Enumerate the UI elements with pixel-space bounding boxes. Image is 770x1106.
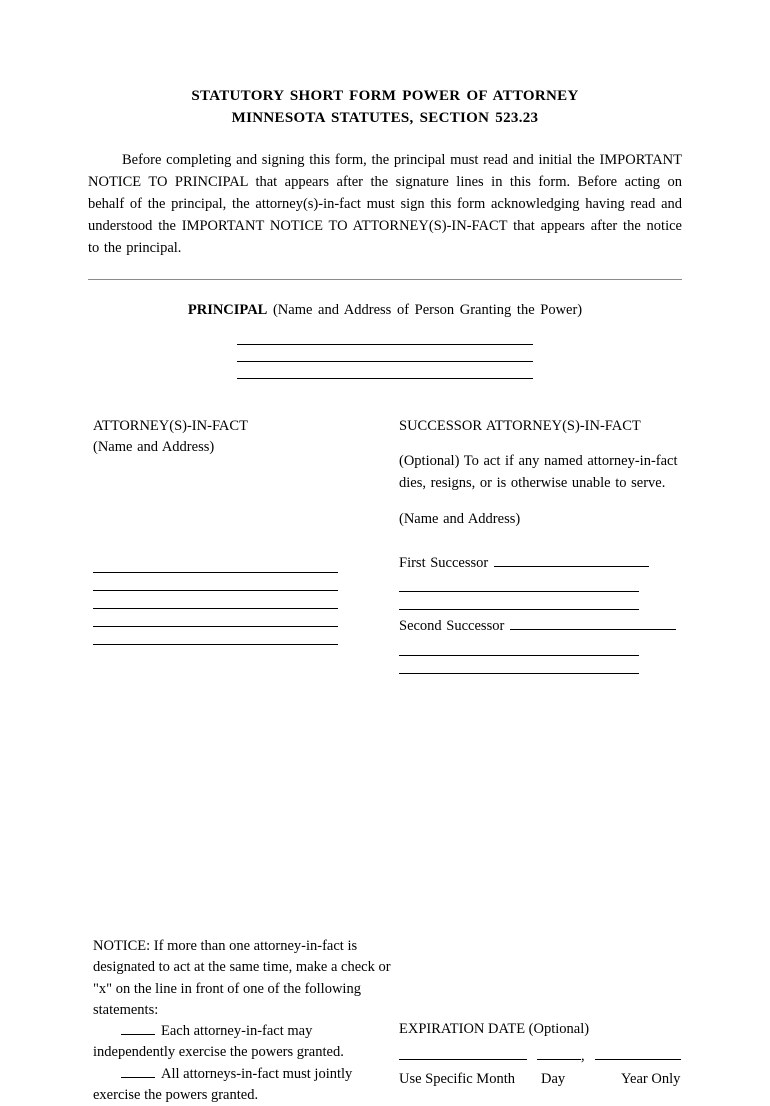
principal-heading-label: PRINCIPAL — [187, 301, 268, 318]
successor-gap-2 — [399, 495, 684, 509]
successor-heading: SUCCESSOR ATTORNEY(S)-IN-FACT — [399, 417, 641, 434]
document-body — [88, 86, 682, 1104]
successor-name-address-label: (Name and Address) — [399, 510, 521, 527]
expiration-input-lines — [399, 1046, 699, 1068]
principal-line-1[interactable] — [237, 328, 533, 345]
attorney-in-fact-line-3[interactable] — [93, 591, 338, 609]
principal-line-2[interactable] — [237, 345, 533, 362]
principal-heading — [88, 302, 682, 319]
successor-gap-3 — [399, 531, 684, 553]
attorney-in-fact-subheading: (Name and Address) — [93, 439, 215, 456]
attorney-in-fact-column — [93, 416, 383, 646]
expiration-year-input[interactable] — [595, 1046, 681, 1060]
second-successor-line-3[interactable] — [399, 656, 639, 674]
option-jointly-checkline[interactable] — [121, 1065, 155, 1078]
successor-optional-text: (Optional) To act if any named attorney-in-fact dies, resigns, or is otherwise unable to serve. — [399, 453, 678, 492]
second-successor-input-line[interactable] — [510, 616, 676, 630]
expiration-year-caption: Year Only — [621, 1071, 681, 1088]
attorney-in-fact-line-1[interactable] — [93, 555, 338, 573]
option-jointly[interactable] — [93, 1064, 393, 1106]
second-successor-line-2[interactable] — [399, 638, 639, 656]
intro-paragraph: Before completing and signing this form, the principal must read and initial the IMPORTANT NOTICE TO PRINCIPAL that appears after the signature lines in this form. Before acting on behalf of the principal, the attorney(s)-in-fact must sign this form acknowledging having read and understood the IMPORTANT NOTICE TO ATTORNEY(S)-IN-FACT that appears after the notice to the principal. — [88, 151, 682, 256]
expiration-day-caption: Day — [541, 1071, 566, 1088]
expiration-date-block — [399, 1019, 699, 1091]
multiple-attorneys-notice: NOTICE: If more than one attorney-in-fact is designated to act at the same time, make a check or "x" on the line in front of one of the following statements: — [93, 937, 391, 1019]
first-successor-input-line[interactable] — [494, 553, 649, 567]
attorney-in-fact-heading: ATTORNEY(S)-IN-FACT — [93, 417, 248, 434]
second-successor-row — [399, 616, 684, 638]
attorney-in-fact-spacer — [93, 459, 383, 555]
first-successor-label: First Successor — [399, 554, 489, 571]
attorney-in-fact-line-2[interactable] — [93, 573, 338, 591]
document-title — [88, 86, 682, 130]
principal-blank-lines — [88, 328, 682, 379]
expiration-day-input[interactable] — [537, 1046, 581, 1060]
title-line-1: STATUTORY SHORT FORM POWER OF ATTORNEY — [191, 88, 579, 104]
attorney-in-fact-line-5[interactable] — [93, 627, 338, 645]
option-independent[interactable] — [93, 1021, 393, 1064]
title-line-2: MINNESOTA STATUTES, SECTION 523.23 — [231, 109, 539, 126]
expiration-heading: EXPIRATION DATE (Optional) — [399, 1020, 590, 1037]
second-successor-label: Second Successor — [399, 618, 505, 635]
principal-heading-note: (Name and Address of Person Granting the Power) — [272, 301, 583, 318]
principal-line-3[interactable] — [237, 362, 533, 379]
successor-gap-1 — [399, 437, 684, 451]
expiration-month-input[interactable] — [399, 1046, 527, 1060]
first-successor-line-3[interactable] — [399, 592, 639, 610]
parties-columns — [88, 416, 682, 1104]
successor-column — [399, 416, 684, 675]
joint-or-independent-options — [93, 1021, 393, 1106]
expiration-comma: , — [581, 1048, 585, 1065]
section-divider — [88, 279, 682, 280]
expiration-month-caption: Use Specific Month — [399, 1071, 515, 1088]
attorney-in-fact-line-4[interactable] — [93, 609, 338, 627]
first-successor-row — [399, 553, 684, 575]
first-successor-line-2[interactable] — [399, 574, 639, 592]
expiration-captions — [399, 1069, 699, 1091]
option-jointly-label: All attorneys-in-fact must jointly exercise the powers granted. — [93, 1065, 353, 1104]
option-independent-label: Each attorney-in-fact may independently exercise the powers granted. — [93, 1022, 344, 1061]
